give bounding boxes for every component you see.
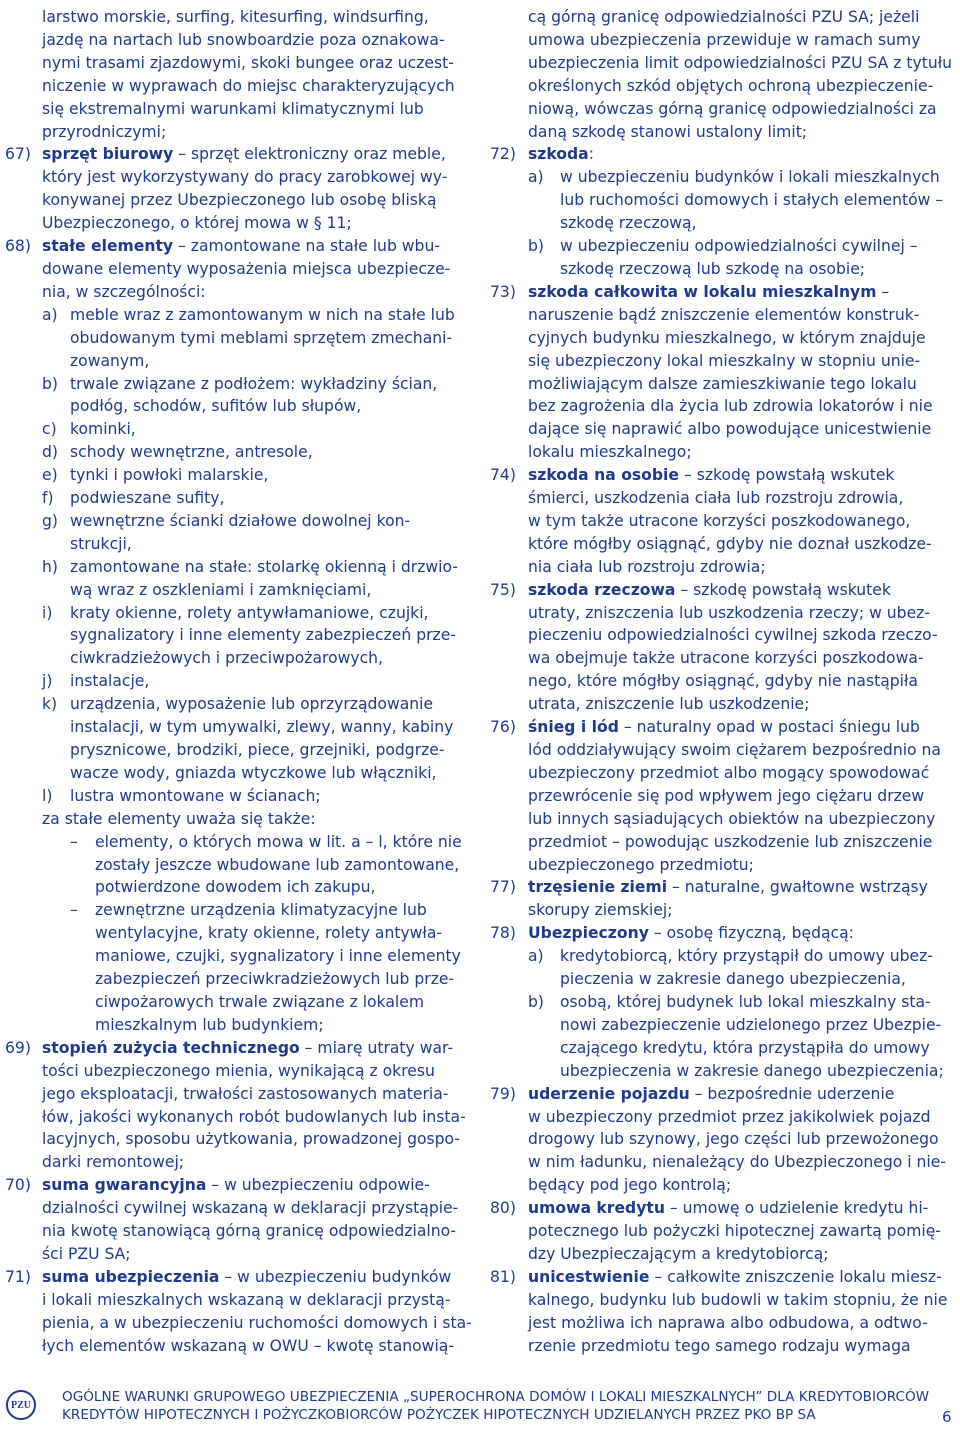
continued-text-line: przyrodniczymi; bbox=[42, 122, 167, 141]
list-item-text: trwale związane z podłożem: wykładziny ścian, bbox=[70, 374, 438, 393]
list-item-text: instalacje, bbox=[70, 672, 150, 691]
definition-text: – w ubezpieczeniu budynków bbox=[219, 1267, 452, 1286]
list-item-text: zamontowane na stałe: stolarkę okienną i drzwio- bbox=[70, 557, 458, 576]
definition-line: się ubezpieczony lokal mieszkalny w stopniu unie- bbox=[528, 351, 921, 370]
definition-number: 77) bbox=[490, 878, 516, 897]
continued-text-line: niczenie w wyprawach do miejsc charakteryzujących bbox=[42, 76, 455, 95]
definition-80 bbox=[490, 1197, 960, 1220]
list-item-text: kominki, bbox=[70, 420, 136, 439]
definition-number: 68) bbox=[5, 237, 31, 256]
definition-term: stałe elementy bbox=[42, 237, 174, 256]
list-item-text: prysznicowe, brodziki, piece, grzejniki, podgrze- bbox=[70, 741, 445, 759]
list-item-letter: b) bbox=[528, 992, 544, 1011]
definition-term: szkoda rzeczowa bbox=[528, 580, 676, 599]
list-item-text: lub ruchomości domowych i stałych elementów – bbox=[560, 191, 944, 210]
list-item-line bbox=[490, 991, 960, 1014]
list-item-text: szkodę rzeczową, bbox=[560, 214, 697, 233]
definition-line: dowane elementy wyposażenia miejsca ubezpiecze- bbox=[42, 259, 451, 278]
definition-text: – naturalny opad w postaci śniegu lub bbox=[618, 718, 920, 737]
list-item-line bbox=[0, 350, 474, 373]
definition-text: – całkowite zniszczenie lokalu miesz- bbox=[649, 1267, 942, 1286]
definition-term: sprzęt biurowy bbox=[42, 145, 174, 164]
dash-item-text: maniowe, czujki, sygnalizatory i inne elementy bbox=[95, 947, 461, 966]
list-item-line bbox=[0, 373, 474, 396]
footer-title-line-2: KREDYTÓW HIPOTECZNYCH I POŻYCZKOBIORCÓW POŻYCZEK HIPOTECZNYCH UDZIELANYCH PRZEZ PKO BP SA bbox=[62, 1407, 816, 1423]
definition-term: Ubezpieczony bbox=[528, 924, 649, 943]
definition-text: – szkodę powstałą wskutek bbox=[675, 580, 891, 599]
list-item-line bbox=[490, 1060, 960, 1083]
list-item-line bbox=[0, 716, 474, 739]
dash-item-line bbox=[0, 854, 474, 877]
dash-item-text: potwierdzone dowodem ich zakupu, bbox=[95, 878, 376, 897]
dash-item-text: zostały jeszcze wbudowane lub zamontowane, bbox=[95, 855, 460, 874]
list-item-letter: i) bbox=[42, 603, 53, 622]
list-item-text: kredytobiorcą, który przystąpił do umowy ubez- bbox=[560, 947, 933, 966]
definition-69 bbox=[0, 1037, 474, 1060]
list-item-text: obudowanym tymi meblami sprzętem zmechani- bbox=[70, 328, 453, 347]
definition-71 bbox=[0, 1266, 474, 1289]
list-item-line bbox=[0, 418, 474, 441]
definition-line: drogowy lub szynowy, jego części lub przewożonego bbox=[528, 1130, 939, 1149]
definition-term: trzęsienie ziemi bbox=[528, 878, 668, 897]
list-item-line bbox=[490, 166, 960, 189]
list-item-letter: b) bbox=[528, 237, 544, 256]
continued-text-line: określonych szkód objętych ochroną ubezpieczenie- bbox=[528, 76, 934, 95]
definition-line: dzialności cywilnej wskazaną w deklaracji przystąpie- bbox=[42, 1199, 459, 1218]
definition-line: cyjnych budynku mieszkalnego, w którym znajduje bbox=[528, 328, 926, 347]
continued-text-line: umowa ubezpieczenia przewiduje w ramach sumy bbox=[528, 30, 921, 49]
definition-line: i lokali mieszkalnych wskazaną w deklaracji przystą- bbox=[42, 1290, 451, 1309]
list-item-text: ubezpieczenia w zakresie danego ubezpieczenia; bbox=[560, 1061, 944, 1080]
definition-line: ubezpieczonego przedmiotu; bbox=[528, 855, 754, 874]
definition-line: lub innych sąsiadujących obiektów na ubezpieczony bbox=[528, 809, 936, 828]
list-item-text: szkodę rzeczową lub szkodę na osobie; bbox=[560, 259, 866, 278]
list-item-text: urządzenia, wyposażenie lub oprzyrządowanie bbox=[70, 695, 434, 714]
right-column bbox=[490, 6, 960, 1357]
dash-item-line bbox=[0, 968, 474, 991]
definition-line: który jest wykorzystywany do pracy zarobkowej wy- bbox=[42, 168, 448, 187]
definition-line: lacyjnych, sposobu użytkowania, prowadzonej gospo- bbox=[42, 1130, 461, 1149]
list-item-line bbox=[0, 785, 474, 808]
definition-75 bbox=[490, 579, 960, 602]
definition-line: kalnego, budynku lub budowli w takim stopniu, że nie bbox=[528, 1290, 948, 1309]
definition-text: : bbox=[588, 145, 594, 164]
dash-item-text: mieszkalnym lub budynkiem; bbox=[95, 1015, 324, 1034]
definition-line: w ubezpieczony przedmiot przez jakikolwiek pojazd bbox=[528, 1107, 931, 1126]
definition-text: – sprzęt elektroniczny oraz meble, bbox=[173, 145, 446, 164]
also-label: za stałe elementy uważa się także: bbox=[42, 809, 316, 828]
definition-line: ubezpieczony przedmiot albo mogący spowodować bbox=[528, 763, 930, 782]
list-item-line bbox=[0, 487, 474, 510]
dash-item-line bbox=[0, 876, 474, 899]
definition-77 bbox=[490, 876, 960, 899]
list-item-line bbox=[490, 1014, 960, 1037]
definition-74 bbox=[490, 464, 960, 487]
definition-79 bbox=[490, 1083, 960, 1106]
definition-text: – w ubezpieczeniu odpowie- bbox=[206, 1176, 430, 1195]
list-item-line bbox=[0, 602, 474, 625]
dash-item-line bbox=[0, 922, 474, 945]
list-item-letter: c) bbox=[42, 420, 57, 439]
definition-line: jego eksploatacji, trwałości zastosowanych materia- bbox=[42, 1084, 449, 1103]
definition-line: w nim ładunku, nienależący do Ubezpieczonego i nie- bbox=[528, 1153, 946, 1172]
continued-text-line: się ekstremalnymi warunkami klimatycznymi lub bbox=[42, 99, 424, 118]
definition-number: 75) bbox=[490, 580, 516, 599]
definition-line: dające się naprawić albo powodujące unicestwienie bbox=[528, 420, 932, 439]
definition-line: w tym także utracone korzyści poszkodowanego, bbox=[528, 511, 911, 530]
list-item-line bbox=[490, 1037, 960, 1060]
definition-67 bbox=[0, 143, 474, 166]
list-item-text: zowanym, bbox=[70, 351, 150, 370]
definition-line: potecznego lub pożyczki hipotecznej zawartą pomię- bbox=[528, 1222, 941, 1241]
definition-number: 76) bbox=[490, 718, 516, 737]
continued-text-line: larstwo morskie, surfing, kitesurfing, windsurfing, bbox=[42, 8, 429, 26]
definition-term: stopień zużycia technicznego bbox=[42, 1038, 300, 1057]
definition-line: nego, które mógłby osiągnąć, gdyby nie nastąpiła bbox=[528, 672, 918, 691]
definition-text: – bezpośrednie uderzenie bbox=[689, 1084, 895, 1103]
definition-line: rzenie przedmiotu tego samego rodzaju wymaga bbox=[528, 1336, 911, 1355]
definition-line: skorupy ziemskiej; bbox=[528, 901, 673, 920]
list-item-line bbox=[0, 647, 474, 670]
list-item-line bbox=[0, 624, 474, 647]
definition-line: pienia, a w ubezpieczeniu ruchomości domowych i sta- bbox=[42, 1313, 472, 1332]
definition-text: – naturalne, gwałtowne wstrząsy bbox=[667, 878, 928, 897]
list-item-text: podłóg, schodów, sufitów lub słupów, bbox=[70, 397, 362, 416]
definition-number: 67) bbox=[5, 145, 31, 164]
dash-mark: – bbox=[70, 901, 78, 920]
dash-item-text: zabezpieczeń przeciwkradzieżowych lub prze- bbox=[95, 970, 455, 989]
list-item-text: meble wraz z zamontowanym w nich na stałe lub bbox=[70, 305, 455, 324]
list-item-line bbox=[490, 945, 960, 968]
list-item-line bbox=[0, 579, 474, 602]
definition-81 bbox=[490, 1266, 960, 1289]
definition-line: wa obejmuje także utracone korzyści poszkodowa- bbox=[528, 649, 924, 668]
definition-73 bbox=[490, 281, 960, 304]
definition-line: łych elementów wskazaną w OWU – kwotę stanowią- bbox=[42, 1336, 454, 1355]
definition-term: szkoda na osobie bbox=[528, 466, 679, 485]
definition-line: bez zagrożenia dla życia lub zdrowia lokatorów i nie bbox=[528, 397, 933, 416]
pzu-logo: PZU bbox=[6, 1390, 36, 1420]
definition-number: 73) bbox=[490, 282, 516, 301]
definition-number: 80) bbox=[490, 1199, 516, 1218]
list-item-letter: a) bbox=[528, 168, 544, 187]
list-item-line bbox=[0, 762, 474, 785]
dash-item-text: wentylacyjne, kraty okienne, rolety antywła- bbox=[95, 924, 443, 943]
list-item-line bbox=[0, 693, 474, 716]
list-item-line bbox=[0, 510, 474, 533]
definition-line: konywanej przez Ubezpieczonego lub osobę bliską bbox=[42, 191, 437, 210]
list-item-text: sygnalizatory i inne elementy zabezpieczeń prze- bbox=[70, 626, 456, 645]
continued-text-line: nymi trasami zjazdowymi, skoki bungee oraz uczest- bbox=[42, 53, 454, 72]
definition-number: 70) bbox=[5, 1176, 31, 1195]
continued-text-line: niową, wówczas górną granicę odpowiedzialności za bbox=[528, 99, 937, 118]
definition-line: nia, w szczególności: bbox=[42, 282, 206, 301]
list-item-letter: b) bbox=[42, 374, 58, 393]
list-item-line bbox=[490, 189, 960, 212]
definition-number: 74) bbox=[490, 466, 516, 485]
list-item-line bbox=[0, 395, 474, 418]
definition-term: suma ubezpieczenia bbox=[42, 1267, 220, 1286]
list-item-letter: l) bbox=[42, 786, 53, 805]
definition-line: dzy Ubezpieczającym a kredytobiorcą; bbox=[528, 1244, 829, 1263]
definition-number: 72) bbox=[490, 145, 516, 164]
definition-text: – osobę fizyczną, będącą: bbox=[648, 924, 854, 943]
definition-line: pieczeniu odpowiedzialności cywilnej szkoda rzeczo- bbox=[528, 626, 938, 645]
definition-line: możliwiającym dalsze zamieszkiwanie tego lokalu bbox=[528, 374, 917, 393]
left-column bbox=[0, 6, 474, 1357]
definition-term: szkoda bbox=[528, 145, 589, 164]
list-item-text: strukcji, bbox=[70, 534, 132, 553]
list-item-text: wacze wody, gniazda wtyczkowe lub włączniki, bbox=[70, 763, 437, 782]
definition-term: suma gwarancyjna bbox=[42, 1176, 207, 1195]
list-item-text: w ubezpieczeniu budynków i lokali mieszkalnych bbox=[560, 168, 940, 187]
list-item-text: nowi zabezpieczenie udzielonego przez Ubezpie- bbox=[560, 1015, 942, 1034]
list-item-letter: f) bbox=[42, 489, 54, 508]
definition-number: 69) bbox=[5, 1038, 31, 1057]
list-item-line bbox=[0, 464, 474, 487]
list-item-line bbox=[0, 441, 474, 464]
list-item-text: ciwkradzieżowych i przeciwpożarowych, bbox=[70, 649, 384, 668]
definition-text: – miarę utraty war- bbox=[299, 1038, 454, 1057]
list-item-text: podwieszane sufity, bbox=[70, 489, 225, 508]
definition-term: śnieg i lód bbox=[528, 718, 619, 737]
list-item-letter: d) bbox=[42, 443, 58, 462]
list-item-line bbox=[0, 670, 474, 693]
list-item-letter: e) bbox=[42, 466, 58, 485]
list-item-letter: k) bbox=[42, 695, 58, 714]
dash-mark: – bbox=[70, 832, 78, 851]
definition-72 bbox=[490, 143, 960, 166]
definition-line: przewrócenie się pod wpływem jego ciężaru drzew bbox=[528, 786, 925, 805]
list-item-text: tynki i powłoki malarskie, bbox=[70, 466, 269, 485]
definition-term: szkoda całkowita w lokalu mieszkalnym bbox=[528, 282, 877, 301]
definition-line: lokalu mieszkalnego; bbox=[528, 443, 692, 462]
list-item-text: osobą, której budynek lub lokal mieszkalny sta- bbox=[560, 992, 931, 1011]
list-item-text: kraty okienne, rolety antywłamaniowe, czujki, bbox=[70, 603, 429, 622]
list-item-line bbox=[0, 327, 474, 350]
list-item-letter: a) bbox=[528, 947, 544, 966]
definition-text: – umowę o udzielenie kredytu hi- bbox=[664, 1199, 929, 1218]
dash-item-line bbox=[0, 899, 474, 922]
definition-line: tości ubezpieczonego mienia, wynikającą z okresu bbox=[42, 1061, 435, 1080]
continued-text-line: daną szkodę stanowi ustalony limit; bbox=[528, 122, 808, 141]
list-item-text: schody wewnętrzne, antresole, bbox=[70, 443, 313, 462]
definition-term: uderzenie pojazdu bbox=[528, 1084, 690, 1103]
definition-76 bbox=[490, 716, 960, 739]
definition-line: utrata, zniszczenie lub uszkodzenie; bbox=[528, 695, 810, 714]
definition-line: będący pod jego kontrolą; bbox=[528, 1176, 732, 1195]
list-item-text: instalacji, w tym umywalki, zlewy, wanny, kabiny bbox=[70, 718, 454, 737]
definition-78 bbox=[490, 922, 960, 945]
list-item-letter: j) bbox=[42, 672, 53, 691]
dash-item-line bbox=[0, 831, 474, 854]
definition-text: – bbox=[876, 282, 890, 301]
list-item-line bbox=[490, 258, 960, 281]
definition-line: łów, jakości wykonanych robót budowlanych lub insta- bbox=[42, 1107, 466, 1126]
definition-term: unicestwienie bbox=[528, 1267, 650, 1286]
page-number: 6 bbox=[942, 1408, 952, 1426]
list-item-text: pieczenia w zakresie danego ubezpieczenia, bbox=[560, 970, 906, 989]
definition-line: nia kwotę stanowiącą górną granicę odpowiedzialno- bbox=[42, 1222, 457, 1241]
dash-item-line bbox=[0, 1014, 474, 1037]
continued-text-line: jazdę na nartach lub snowboardzie poza oznakowa- bbox=[42, 30, 445, 49]
definition-line: śmierci, uszkodzenia ciała lub rozstroju zdrowia, bbox=[528, 489, 904, 508]
continued-text-line: cą górną granicę odpowiedzialności PZU SA; jeżeli bbox=[528, 8, 920, 26]
definition-line: Ubezpieczonego, o której mowa w § 11; bbox=[42, 214, 352, 233]
list-item-line bbox=[0, 304, 474, 327]
page-footer bbox=[0, 1384, 960, 1434]
definition-70 bbox=[0, 1174, 474, 1197]
list-item-letter: a) bbox=[42, 305, 58, 324]
list-item-text: wą wraz z oszkleniami i zamknięciami, bbox=[70, 580, 372, 599]
definition-line: jest możliwa ich naprawa albo odbudowa, a odtwo- bbox=[528, 1313, 928, 1332]
definition-number: 78) bbox=[490, 924, 516, 943]
list-item-line bbox=[0, 533, 474, 556]
definition-number: 79) bbox=[490, 1084, 516, 1103]
definition-line: naruszenie bądź zniszczenie elementów konstruk- bbox=[528, 305, 920, 324]
definition-text: – zamontowane na stałe lub wbu- bbox=[173, 237, 440, 256]
definition-line: nia ciała lub rozstroju zdrowia; bbox=[528, 557, 766, 576]
definition-text: – szkodę powstałą wskutek bbox=[678, 466, 895, 485]
definition-term: umowa kredytu bbox=[528, 1199, 665, 1218]
dash-item-text: zewnętrzne urządzenia klimatyzacyjne lub bbox=[95, 901, 427, 920]
dash-item-text: elementy, o których mowa w lit. a – l, które nie bbox=[95, 832, 462, 851]
continued-text-line: ubezpieczenia limit odpowiedzialności PZU SA z tytułu bbox=[528, 53, 953, 72]
dash-item-line bbox=[0, 945, 474, 968]
footer-title-line-1: OGÓLNE WARUNKI GRUPOWEGO UBEZPIECZENIA „SUPEROCHRONA DOMÓW I LOKALI MIESZKALNYCH” DLA KREDYTOBIORCÓW bbox=[62, 1389, 930, 1405]
list-item-text: wewnętrzne ścianki działowe dowolnej kon- bbox=[70, 511, 411, 530]
list-item-text: czającego kredytu, która przystąpiła do umowy bbox=[560, 1038, 930, 1057]
list-item-letter: g) bbox=[42, 511, 58, 530]
definition-number: 71) bbox=[5, 1267, 31, 1286]
list-item-text: w ubezpieczeniu odpowiedzialności cywilnej – bbox=[560, 237, 918, 256]
definition-line: darki remontowej; bbox=[42, 1153, 185, 1172]
list-item-line bbox=[0, 739, 474, 762]
definition-line: lód oddziaływujący swoim ciężarem bezpośrednio na bbox=[528, 741, 941, 759]
definition-line: utraty, zniszczenia lub uszkodzenia rzeczy; w ubez- bbox=[528, 603, 930, 622]
definition-line: ści PZU SA; bbox=[42, 1244, 131, 1263]
list-item-letter: h) bbox=[42, 557, 58, 576]
definition-68 bbox=[0, 235, 474, 258]
list-item-line bbox=[0, 556, 474, 579]
list-item-line bbox=[490, 235, 960, 258]
definition-line: które mógłby osiągnąć, gdyby nie doznał uszkodze- bbox=[528, 534, 932, 553]
dash-item-line bbox=[0, 991, 474, 1014]
definition-number: 81) bbox=[490, 1267, 516, 1286]
dash-item-text: ciwpożarowych trwale związane z lokalem bbox=[95, 992, 425, 1011]
list-item-text: lustra wmontowane w ścianach; bbox=[70, 786, 321, 805]
definition-line: przedmiot – powodując uszkodzenie lub zniszczenie bbox=[528, 832, 933, 851]
list-item-line bbox=[490, 212, 960, 235]
list-item-line bbox=[490, 968, 960, 991]
